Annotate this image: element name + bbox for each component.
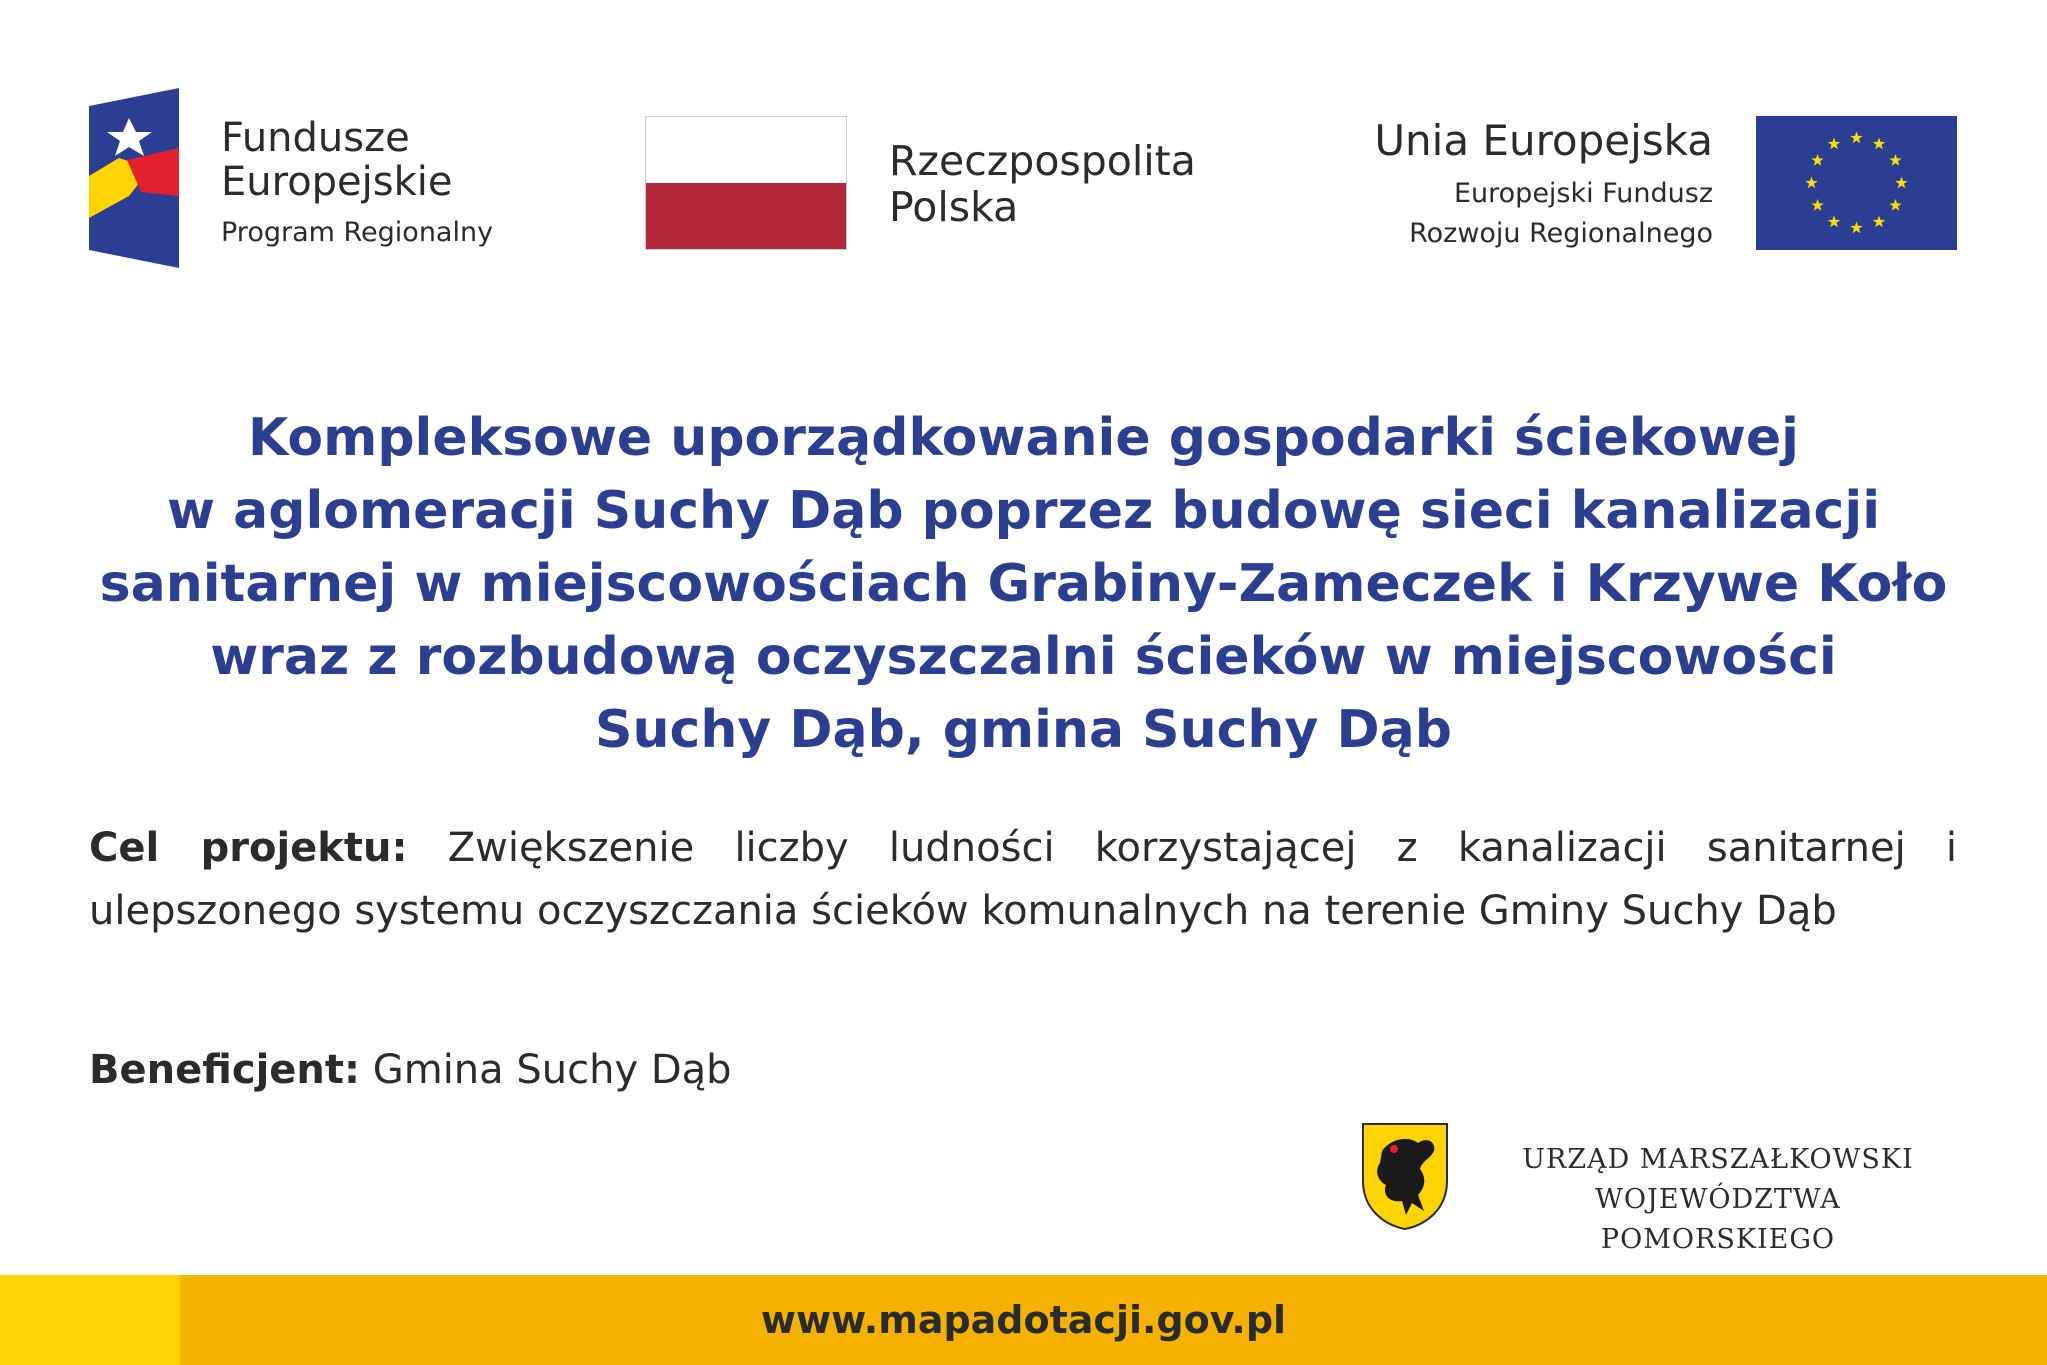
title-line-2: w aglomeracji Suchy Dąb poprzez budowę sieci kanalizacji <box>166 481 1881 541</box>
fundusze-name-line2: Europejskie <box>221 159 453 205</box>
fundusze-subtitle: Program Regionalny <box>221 217 494 248</box>
project-beneficiary <box>89 1040 1957 1100</box>
footer-url-link[interactable]: www.mapadotacji.gov.pl <box>760 1298 1287 1342</box>
polska-name-line1: Rzeczpospolita <box>889 137 1196 185</box>
beneficiary-text: Gmina Suchy Dąb <box>372 1047 732 1093</box>
project-title <box>60 402 1987 767</box>
urzad-line1: URZĄD MARSZAŁKOWSKI <box>1522 1144 1914 1175</box>
goal-text: Zwiększenie liczby ludności korzystającej z kanalizacji sanitarnej i ulepszonego systemu oczyszczania ścieków komunalnych na terenie Gminy Suchy Dąb <box>89 825 1958 934</box>
unia-sub-line1: Europejski Fundusz <box>1453 178 1713 209</box>
title-line-5: Suchy Dąb, gmina Suchy Dąb <box>595 700 1452 760</box>
project-goal <box>89 817 1957 943</box>
polish-flag-icon <box>645 116 847 250</box>
polska-name-line2: Polska <box>889 183 1019 231</box>
fundusze-europejskie-logo-icon <box>89 88 179 268</box>
eu-flag-icon <box>1756 116 1957 250</box>
beneficiary-label: Beneficjent: <box>89 1047 361 1093</box>
title-line-4: wraz z rozbudową oczyszczalni ścieków w miejscowości <box>210 627 1837 687</box>
fundusze-name-line1: Fundusze <box>221 115 410 161</box>
urzad-marszalkowski-text <box>1475 1140 1961 1260</box>
goal-label: Cel projektu: <box>89 825 408 871</box>
urzad-line2: WOJEWÓDZTWA POMORSKIEGO <box>1595 1184 1841 1255</box>
title-line-3: sanitarnej w miejscowościach Grabiny-Zameczek i Krzywe Koło <box>99 554 1948 614</box>
fundusze-europejskie-text <box>221 116 493 250</box>
unia-sub-line2: Rozwoju Regionalnego <box>1409 218 1713 249</box>
pomorskie-crest-icon <box>1360 1121 1450 1231</box>
title-line-1: Kompleksowe uporządkowanie gospodarki ściekowej <box>248 408 1799 468</box>
unia-europejska-text <box>1374 116 1713 254</box>
rzeczpospolita-polska-text <box>889 138 1196 230</box>
unia-name: Unia Europejska <box>1374 116 1713 165</box>
